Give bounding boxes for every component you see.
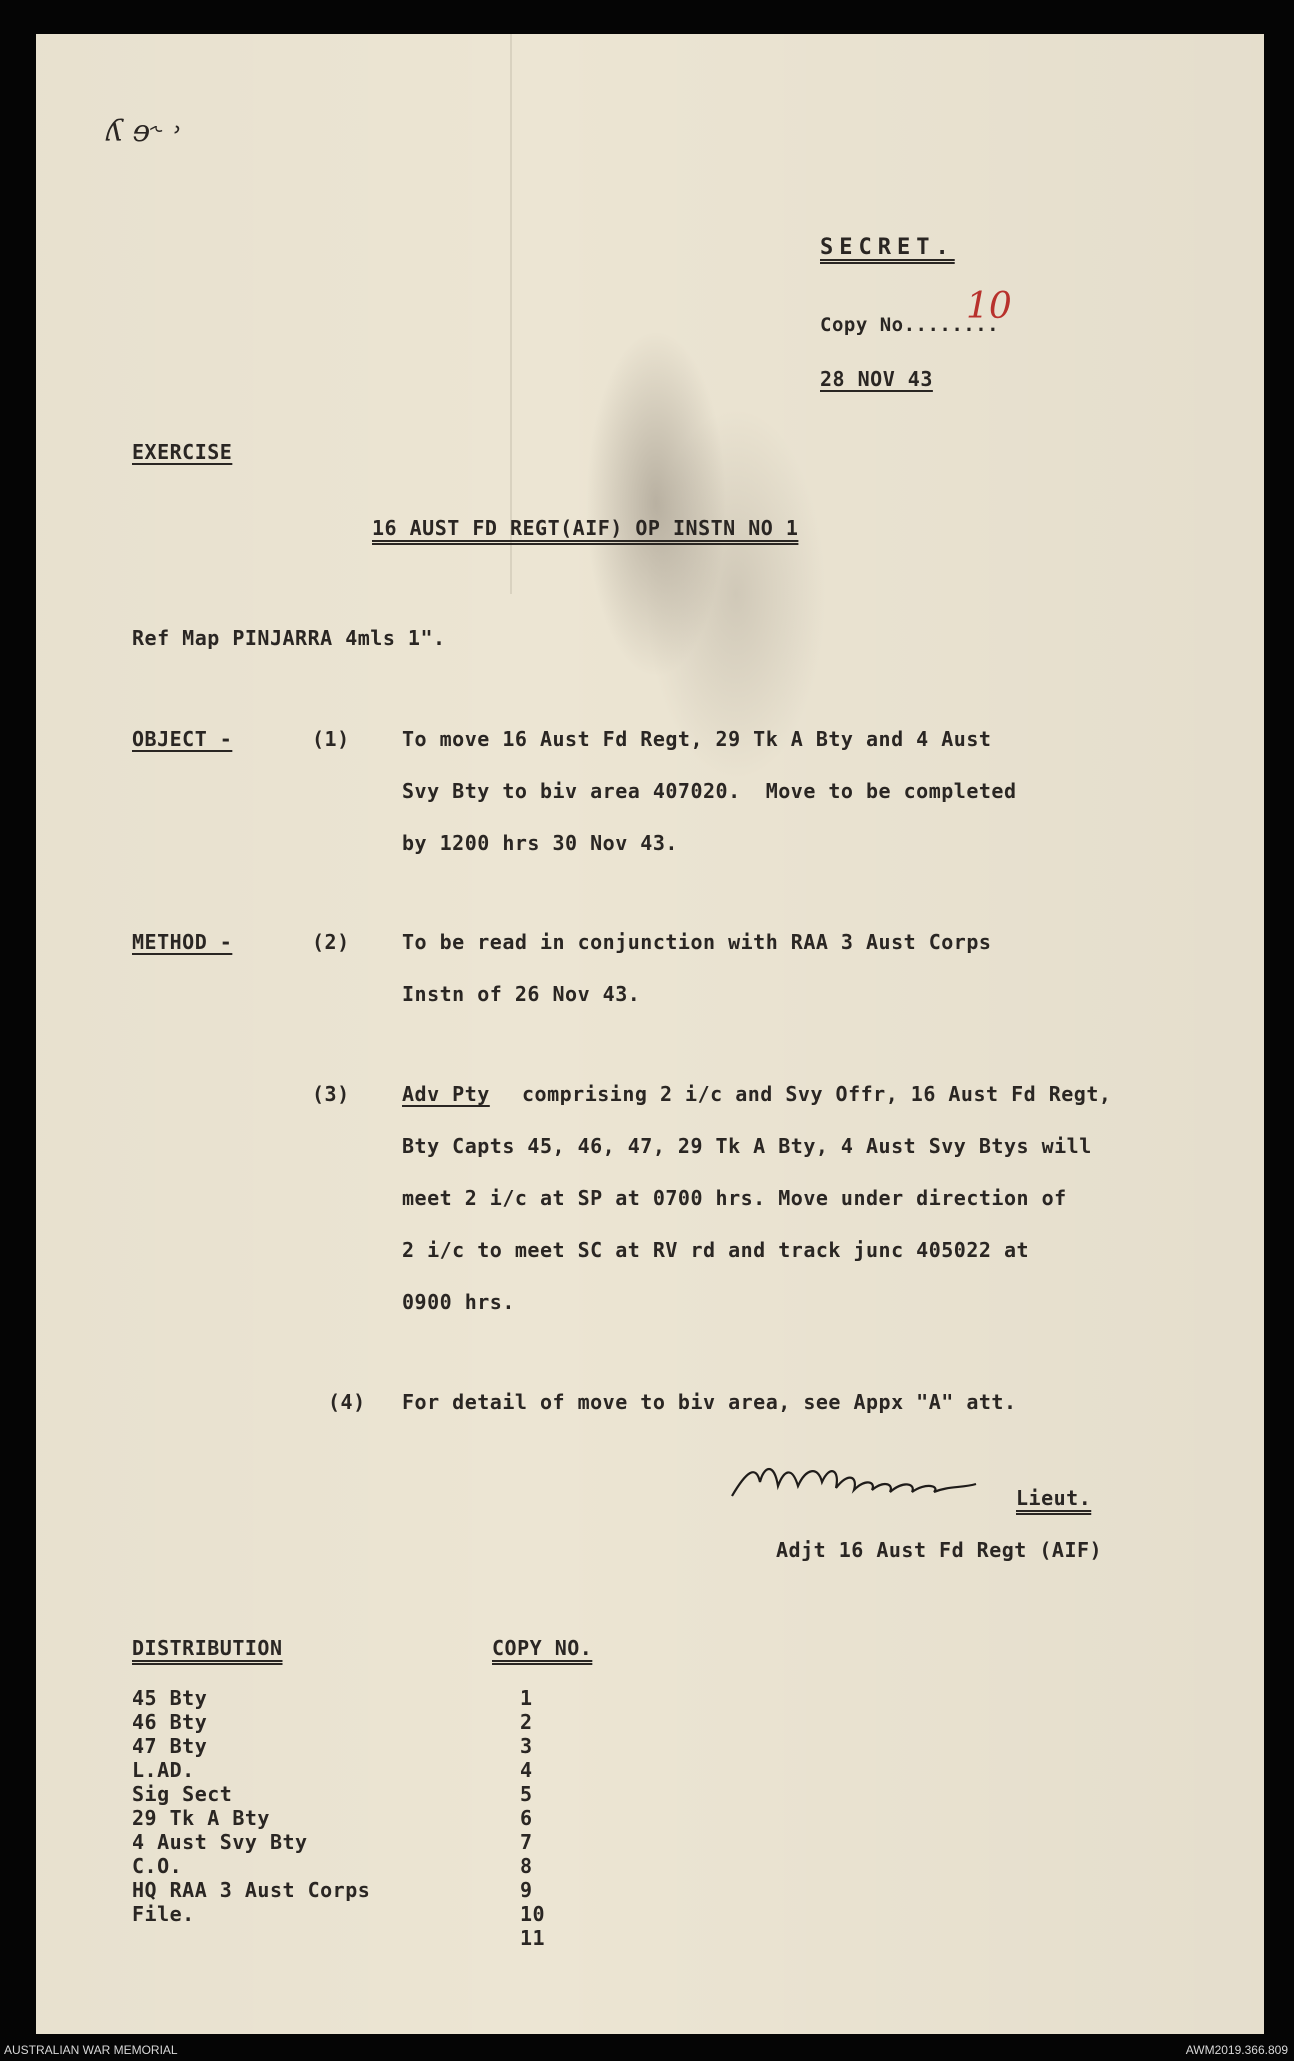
- recipient: 45 Bty: [132, 1686, 208, 1710]
- recipient: HQ RAA 3 Aust Corps: [132, 1878, 371, 1902]
- copy-number: 10: [520, 1902, 546, 1926]
- copy-number-list: [520, 1686, 545, 1950]
- method-para-number: (2): [312, 930, 350, 954]
- para3-number: (3): [312, 1082, 350, 1106]
- copy-number: 3: [520, 1734, 533, 1758]
- recipient: 29 Tk A Bty: [132, 1806, 270, 1830]
- recipient: Sig Sect: [132, 1782, 233, 1806]
- object-label: OBJECT -: [132, 727, 233, 751]
- para3-line: 2 i/c to meet SC at RV rd and track junc 405022 at: [402, 1238, 1030, 1262]
- object-para-number: (1): [312, 727, 350, 751]
- para3-lead: Adv Pty: [402, 1082, 490, 1106]
- copy-label: Copy No........: [820, 314, 1000, 336]
- object-line: To move 16 Aust Fd Regt, 29 Tk A Bty and 4 Aust: [402, 727, 992, 751]
- copy-number: 9: [520, 1878, 533, 1902]
- para4-text: For detail of move to biv area, see Appx "A" att.: [402, 1390, 1017, 1414]
- para3-line: Bty Capts 45, 46, 47, 29 Tk A Bty, 4 Aust Svy Btys will: [402, 1134, 1092, 1158]
- copy-number: 11: [520, 1926, 546, 1950]
- date: 28 NOV 43: [820, 367, 933, 391]
- object-line: Svy Bty to biv area 407020. Move to be completed: [402, 779, 1017, 803]
- para3-line: meet 2 i/c at SP at 0700 hrs. Move under direction of: [402, 1186, 1067, 1210]
- copy-number: 1: [520, 1686, 533, 1710]
- footer-credit: AUSTRALIAN WAR MEMORIAL: [4, 2043, 178, 2057]
- para4-number: (4): [328, 1390, 366, 1414]
- recipient: File.: [132, 1902, 195, 1926]
- signature-image: [726, 1452, 1006, 1512]
- copy-no-header: COPY NO.: [492, 1636, 593, 1660]
- para3-line: comprising 2 i/c and Svy Offr, 16 Aust Fd Regt,: [522, 1082, 1112, 1106]
- classification-heading: SECRET.: [820, 235, 955, 260]
- object-line: by 1200 hrs 30 Nov 43.: [402, 831, 678, 855]
- copy-number: 7: [520, 1830, 533, 1854]
- document-title: 16 AUST FD REGT(AIF) OP INSTN NO 1: [372, 516, 799, 540]
- exercise-label: EXERCISE: [132, 440, 233, 464]
- recipient: 46 Bty: [132, 1710, 208, 1734]
- copy-number: 4: [520, 1758, 533, 1782]
- recipient: C.O.: [132, 1854, 183, 1878]
- method-line: To be read in conjunction with RAA 3 Aust Corps: [402, 930, 992, 954]
- para3-line: 0900 hrs.: [402, 1290, 515, 1314]
- footer-accession-number: AWM2019.366.809: [1185, 2043, 1288, 2057]
- distribution-header: DISTRIBUTION: [132, 1636, 283, 1660]
- pencil-mark: ʎ ɘ˞ ˒: [106, 114, 182, 149]
- ref-map: Ref Map PINJARRA 4mls 1".: [132, 626, 446, 650]
- signatory-rank: Lieut.: [1016, 1486, 1092, 1510]
- fold-crease: [510, 34, 512, 594]
- copy-number: 2: [520, 1710, 533, 1734]
- handwritten-copy-number: 10: [966, 286, 1012, 327]
- copy-number: 5: [520, 1782, 533, 1806]
- copy-number: 8: [520, 1854, 533, 1878]
- method-label: METHOD -: [132, 930, 233, 954]
- recipient: 4 Aust Svy Bty: [132, 1830, 308, 1854]
- copy-number: 6: [520, 1806, 533, 1830]
- distribution-list: [132, 1686, 370, 1926]
- signatory-appointment: Adjt 16 Aust Fd Regt (AIF): [776, 1538, 1103, 1562]
- method-line: Instn of 26 Nov 43.: [402, 982, 641, 1006]
- recipient: L.AD.: [132, 1758, 195, 1782]
- document-page: [36, 34, 1264, 2034]
- recipient: 47 Bty: [132, 1734, 208, 1758]
